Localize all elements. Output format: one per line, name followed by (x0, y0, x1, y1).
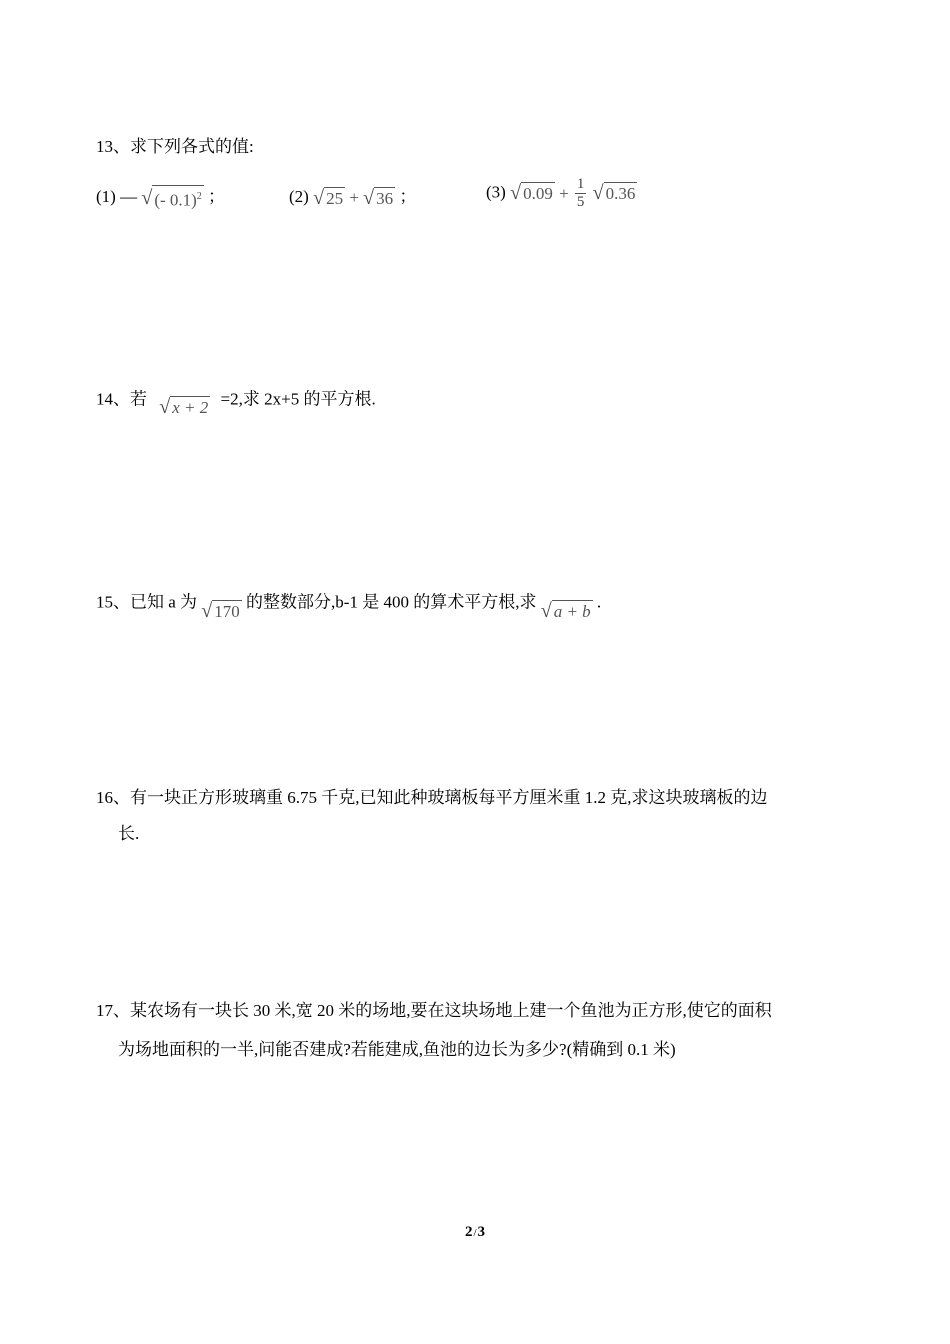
q13-part2-end: ； (399, 187, 417, 206)
q13-part1-prefix: — (120, 187, 138, 206)
q14-sqrt: √ x + 2 (159, 396, 209, 419)
q13-part1 (96, 182, 225, 211)
q13-part1-sqrt: √ (- 0.1)$^2$ (141, 186, 202, 210)
q13-part3-plus: + (559, 183, 569, 203)
q13-part3-sqrt2: √ 0.36 (592, 182, 636, 204)
q13-part3-sqrt1: √ 0.09 (510, 182, 553, 204)
q16-line2: 长. (118, 824, 140, 843)
q17-line2: 为场地面积的一半,问能否建成?若能建成,鱼池的边长为多少?(精确到 0.1 米) (118, 1040, 676, 1059)
q15-middle: 的整数部分,b-1 是 400 的算术平方根,求 (246, 592, 537, 612)
q14-prefix: 14、若 (96, 389, 147, 409)
q14-suffix: =2,求 2x+5 的平方根. (220, 389, 376, 409)
q15-sqrt2: √ a + b (540, 600, 591, 623)
page-total: 3 (477, 1224, 486, 1240)
page-number (0, 1224, 950, 1241)
q13-part1-label: (1) (96, 187, 116, 206)
page-current: 2 (464, 1224, 473, 1240)
q14 (96, 380, 376, 421)
q13-part3-label: (3) (486, 182, 506, 202)
q16-line1: 16、有一块正方形玻璃重 6.75 千克,已知此种玻璃板每平方厘米重 1.2 克,求这块玻璃板的边 (96, 788, 768, 807)
q13-title: 13、求下列各式的值: (96, 137, 254, 156)
q15-suffix: . (596, 592, 602, 612)
q13-part3-fraction (575, 176, 587, 211)
q15-prefix: 15、已知 a 为 (96, 592, 198, 612)
q15 (96, 582, 601, 625)
q13-part3-denominator: 5 (576, 194, 585, 210)
q13-part1-exp: 2 (196, 190, 202, 202)
q13-part3-numerator: 1 (576, 176, 585, 192)
q17-line1: 17、某农场有一块长 30 米,宽 20 米的场地,要在这块场地上建一个鱼池为正方形,使它的面积 (96, 1001, 772, 1020)
q13-part1-radicand: (- 0.1) (154, 190, 197, 210)
page-separator: / (473, 1227, 477, 1239)
q13-part2-label: (2) (289, 187, 309, 206)
q13-part1-end: ； (208, 187, 226, 206)
q15-sqrt1: √ 170 (201, 600, 240, 623)
q13-part2-sqrt2: √ 36 (363, 186, 394, 209)
q13-part3 (486, 176, 637, 211)
q13-part2 (289, 182, 416, 210)
q13-part2-plus: + (349, 188, 359, 208)
q13-part2-sqrt1: √ 25 (313, 186, 344, 209)
